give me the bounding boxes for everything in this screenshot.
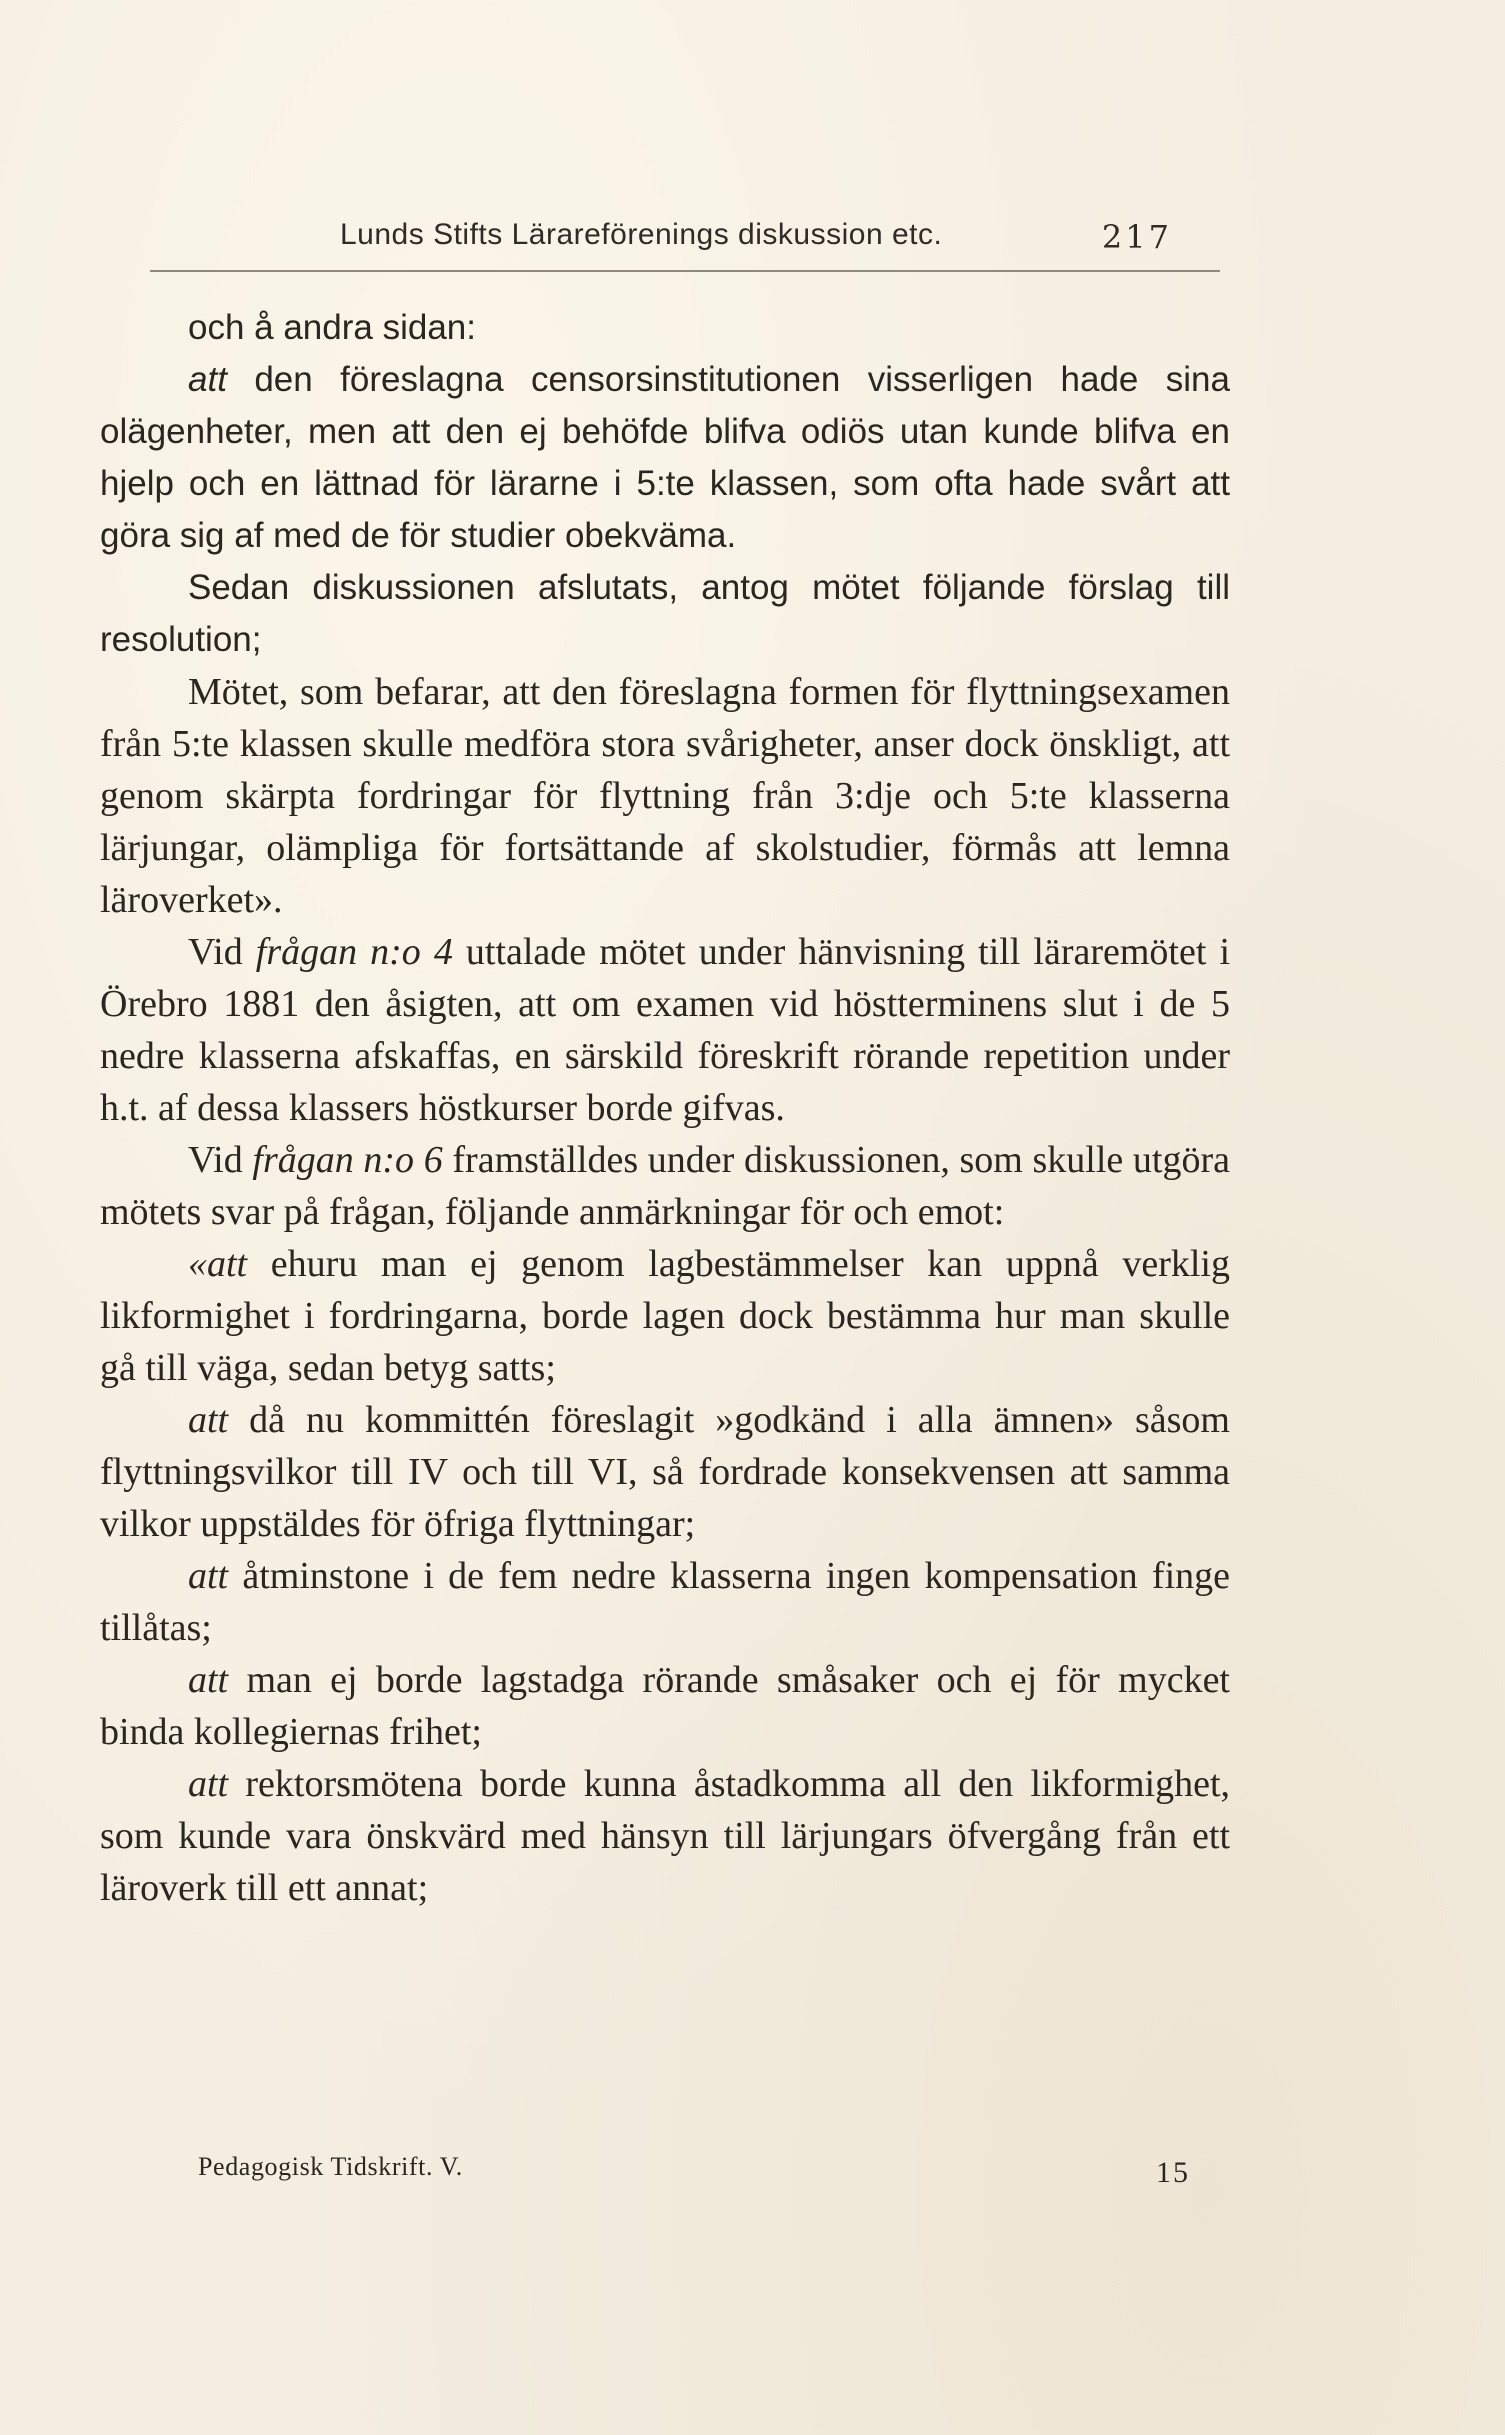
paragraph-text: Sedan diskussionen afslutats, antog mötet följande förslag till resolution; bbox=[100, 568, 1230, 659]
paragraph-lead: «att bbox=[188, 1243, 248, 1285]
paragraph-lead: att bbox=[188, 1659, 229, 1701]
running-title: Lunds Stifts Lärareförenings diskussion etc. bbox=[340, 218, 943, 251]
header-rule bbox=[150, 270, 1220, 272]
paragraph bbox=[100, 1758, 1230, 1914]
paragraph-text: Vid bbox=[188, 931, 256, 973]
paragraph-text: man ej borde lagstadga rörande småsaker och ej för mycket binda kollegiernas frihet; bbox=[100, 1659, 1230, 1753]
page-header bbox=[340, 212, 1240, 262]
paragraph-text: den föreslagna censorsinstitutionen visserligen hade sina olägenheter, men att den ej behöfde blifva odiös utan kunde blifva en hjelp och en lättnad för lärarne i 5:te klassen, som ofta hade svårt att göra sig af med de för studier obekväma. bbox=[100, 360, 1230, 555]
paragraph bbox=[100, 1550, 1230, 1654]
paragraph bbox=[100, 562, 1230, 666]
paragraph bbox=[100, 1654, 1230, 1758]
paragraph-lead: att bbox=[188, 1555, 229, 1597]
paragraph bbox=[100, 302, 1230, 354]
paragraph-text: Mötet, som befarar, att den föreslagna formen för flyttningsexamen från 5:te klassen skulle medföra stora svårigheter, anser dock önskligt, att genom skärpta fordringar för flyttning från 3:dje och 5:te klasserna lärjungar, olämpliga för fortsättande af skolstudier, förmås att lemna läroverket». bbox=[100, 671, 1230, 921]
paragraph bbox=[100, 1238, 1230, 1394]
paragraph-text: uttalade mötet under hänvisning till läraremötet i Örebro 1881 den åsigten, att om examen vid höstterminens slut i de 5 nedre klasserna afskaffas, en särskild föreskrift rörande repetition under h.t. af dessa klassers höstkurser borde gifvas. bbox=[100, 931, 1230, 1129]
paragraph bbox=[100, 926, 1230, 1134]
paragraph bbox=[100, 354, 1230, 562]
paragraph-text: åtminstone i de fem nedre klasserna ingen kompensation finge tillåtas; bbox=[100, 1555, 1230, 1649]
paragraph-lead: att bbox=[188, 1763, 229, 1805]
paragraph bbox=[100, 1394, 1230, 1550]
question-reference: frågan n:o 6 bbox=[252, 1139, 443, 1181]
body-text bbox=[100, 302, 1230, 1914]
page-number: 217 bbox=[1101, 218, 1172, 256]
paragraph-text: rektorsmötena borde kunna åstadkomma all den likformighet, som kunde vara önskvärd med hänsyn till lärjungars öfvergång från ett läroverk till ett annat; bbox=[100, 1763, 1230, 1909]
paragraph-text: och å andra sidan: bbox=[188, 308, 476, 347]
paragraph-text: Vid bbox=[188, 1139, 253, 1181]
paragraph-lead: att bbox=[188, 360, 227, 399]
paragraph-text: framställdes under diskussionen, som skulle utgöra mötets svar på frågan, följande anmärkningar för och emot: bbox=[100, 1139, 1231, 1233]
paragraph-lead: att bbox=[188, 1399, 229, 1441]
paragraph bbox=[100, 666, 1230, 926]
paragraph-text: ehuru man ej genom lagbestämmelser kan uppnå verklig likformighet i fordringarna, borde lagen dock bestämma hur man skulle gå till väga, sedan betyg satts; bbox=[100, 1243, 1230, 1389]
page-footer bbox=[198, 2146, 1208, 2206]
sheet-signature: 15 bbox=[1156, 2156, 1190, 2189]
journal-signature: Pedagogisk Tidskrift. V. bbox=[198, 2152, 463, 2181]
paragraph bbox=[100, 1134, 1230, 1238]
paragraph-text: då nu kommittén föreslagit »godkänd i alla ämnen» såsom flyttningsvilkor till IV och till VI, så fordrade konsekvensen att samma vilkor uppstäldes för öfriga flyttningar; bbox=[100, 1399, 1230, 1545]
question-reference: frågan n:o 4 bbox=[255, 931, 453, 973]
